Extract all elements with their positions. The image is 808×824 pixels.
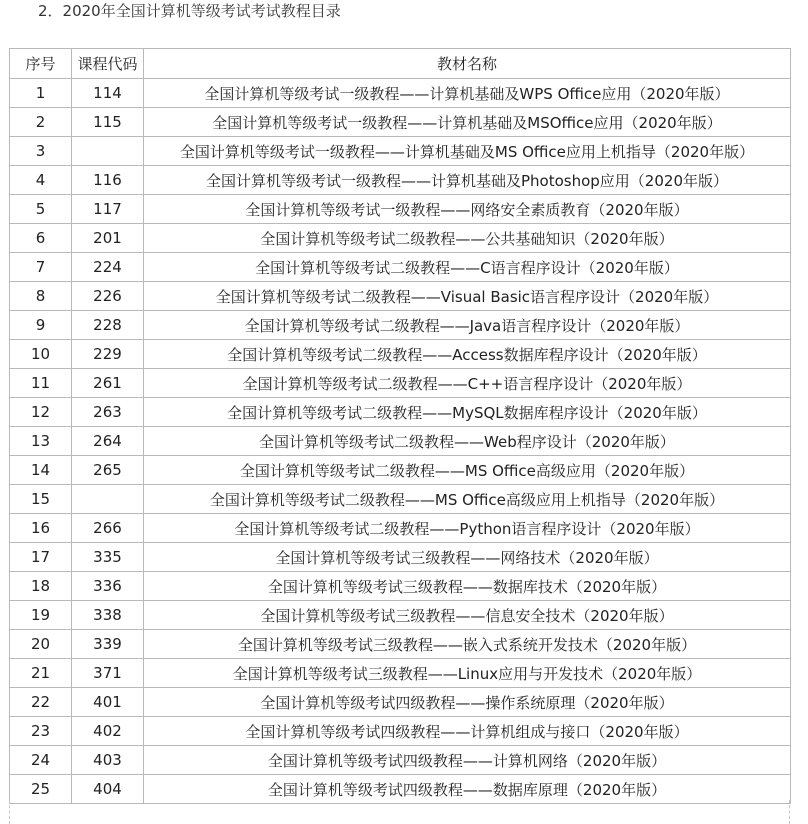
table-row xyxy=(10,311,791,340)
cell-textbook-name: 全国计算机等级考试一级教程——计算机基础及MSOffice应用（2020年版） xyxy=(144,108,791,137)
table-row xyxy=(10,166,791,195)
table-row xyxy=(10,485,791,514)
cell-seq: 4 xyxy=(10,166,72,195)
cell-textbook-name: 全国计算机等级考试四级教程——计算机网络（2020年版） xyxy=(144,746,791,775)
cell-textbook-name: 全国计算机等级考试二级教程——公共基础知识（2020年版） xyxy=(144,224,791,253)
table-row xyxy=(10,601,791,630)
cell-textbook-name: 全国计算机等级考试二级教程——MS Office高级应用（2020年版） xyxy=(144,456,791,485)
cell-textbook-name: 全国计算机等级考试三级教程——信息安全技术（2020年版） xyxy=(144,601,791,630)
cell-seq: 23 xyxy=(10,717,72,746)
table-row xyxy=(10,398,791,427)
table-row xyxy=(10,543,791,572)
cell-course-code: 117 xyxy=(72,195,144,224)
table-row xyxy=(10,137,791,166)
cell-course-code: 404 xyxy=(72,775,144,804)
table-row xyxy=(10,224,791,253)
cell-textbook-name: 全国计算机等级考试三级教程——嵌入式系统开发技术（2020年版） xyxy=(144,630,791,659)
cell-course-code: 402 xyxy=(72,717,144,746)
cell-seq: 12 xyxy=(10,398,72,427)
cell-course-code: 226 xyxy=(72,282,144,311)
table-row xyxy=(10,369,791,398)
cell-textbook-name: 全国计算机等级考试一级教程——计算机基础及MS Office应用上机指导（2020年版） xyxy=(144,137,791,166)
cell-course-code: 266 xyxy=(72,514,144,543)
cell-course-code: 229 xyxy=(72,340,144,369)
table-row xyxy=(10,514,791,543)
cell-course-code: 339 xyxy=(72,630,144,659)
cell-seq: 16 xyxy=(10,514,72,543)
cell-course-code: 228 xyxy=(72,311,144,340)
cell-course-code: 263 xyxy=(72,398,144,427)
cell-seq: 17 xyxy=(10,543,72,572)
table-row xyxy=(10,282,791,311)
cell-course-code xyxy=(72,485,144,514)
cell-textbook-name: 全国计算机等级考试二级教程——Java语言程序设计（2020年版） xyxy=(144,311,791,340)
table-row xyxy=(10,340,791,369)
cell-seq: 18 xyxy=(10,572,72,601)
cell-textbook-name: 全国计算机等级考试四级教程——操作系统原理（2020年版） xyxy=(144,688,791,717)
cell-seq: 15 xyxy=(10,485,72,514)
table-row xyxy=(10,456,791,485)
cell-course-code: 338 xyxy=(72,601,144,630)
table-row xyxy=(10,746,791,775)
cell-seq: 22 xyxy=(10,688,72,717)
cell-seq: 19 xyxy=(10,601,72,630)
section-heading: 2．2020年全国计算机等级考试考试教程目录 xyxy=(38,2,341,20)
cell-course-code: 224 xyxy=(72,253,144,282)
cell-seq: 3 xyxy=(10,137,72,166)
cell-seq: 8 xyxy=(10,282,72,311)
cell-textbook-name: 全国计算机等级考试二级教程——MS Office高级应用上机指导（2020年版） xyxy=(144,485,791,514)
cell-seq: 13 xyxy=(10,427,72,456)
cell-course-code: 115 xyxy=(72,108,144,137)
table-continuation-border xyxy=(9,800,790,824)
cell-textbook-name: 全国计算机等级考试二级教程——C++语言程序设计（2020年版） xyxy=(144,369,791,398)
cell-course-code: 265 xyxy=(72,456,144,485)
table-row xyxy=(10,572,791,601)
cell-course-code: 116 xyxy=(72,166,144,195)
cell-seq: 11 xyxy=(10,369,72,398)
cell-seq: 24 xyxy=(10,746,72,775)
cell-textbook-name: 全国计算机等级考试四级教程——计算机组成与接口（2020年版） xyxy=(144,717,791,746)
table-row xyxy=(10,79,791,108)
cell-textbook-name: 全国计算机等级考试二级教程——MySQL数据库程序设计（2020年版） xyxy=(144,398,791,427)
cell-textbook-name: 全国计算机等级考试一级教程——计算机基础及Photoshop应用（2020年版） xyxy=(144,166,791,195)
cell-textbook-name: 全国计算机等级考试四级教程——数据库原理（2020年版） xyxy=(144,775,791,804)
table-row xyxy=(10,659,791,688)
cell-course-code: 201 xyxy=(72,224,144,253)
cell-course-code: 336 xyxy=(72,572,144,601)
cell-textbook-name: 全国计算机等级考试三级教程——网络技术（2020年版） xyxy=(144,543,791,572)
cell-seq: 2 xyxy=(10,108,72,137)
cell-course-code: 401 xyxy=(72,688,144,717)
cell-seq: 7 xyxy=(10,253,72,282)
cell-course-code: 403 xyxy=(72,746,144,775)
cell-textbook-name: 全国计算机等级考试三级教程——数据库技术（2020年版） xyxy=(144,572,791,601)
table-row xyxy=(10,427,791,456)
cell-seq: 5 xyxy=(10,195,72,224)
table-row xyxy=(10,717,791,746)
table-header-row xyxy=(10,49,791,79)
header-textbook-name: 教材名称 xyxy=(144,49,791,79)
cell-seq: 6 xyxy=(10,224,72,253)
cell-seq: 9 xyxy=(10,311,72,340)
cell-textbook-name: 全国计算机等级考试一级教程——计算机基础及WPS Office应用（2020年版） xyxy=(144,79,791,108)
cell-textbook-name: 全国计算机等级考试二级教程——Web程序设计（2020年版） xyxy=(144,427,791,456)
cell-course-code xyxy=(72,137,144,166)
cell-textbook-name: 全国计算机等级考试二级教程——Access数据库程序设计（2020年版） xyxy=(144,340,791,369)
table-row xyxy=(10,253,791,282)
cell-course-code: 371 xyxy=(72,659,144,688)
cell-seq: 14 xyxy=(10,456,72,485)
table-row xyxy=(10,195,791,224)
header-seq: 序号 xyxy=(10,49,72,79)
cell-course-code: 264 xyxy=(72,427,144,456)
cell-textbook-name: 全国计算机等级考试二级教程——C语言程序设计（2020年版） xyxy=(144,253,791,282)
cell-textbook-name: 全国计算机等级考试二级教程——Python语言程序设计（2020年版） xyxy=(144,514,791,543)
cell-seq: 1 xyxy=(10,79,72,108)
cell-textbook-name: 全国计算机等级考试三级教程——Linux应用与开发技术（2020年版） xyxy=(144,659,791,688)
cell-seq: 21 xyxy=(10,659,72,688)
table-row xyxy=(10,108,791,137)
cell-course-code: 261 xyxy=(72,369,144,398)
table-row xyxy=(10,630,791,659)
header-course-code: 课程代码 xyxy=(72,49,144,79)
cell-textbook-name: 全国计算机等级考试一级教程——网络安全素质教育（2020年版） xyxy=(144,195,791,224)
cell-course-code: 335 xyxy=(72,543,144,572)
cell-textbook-name: 全国计算机等级考试二级教程——Visual Basic语言程序设计（2020年版） xyxy=(144,282,791,311)
cell-seq: 10 xyxy=(10,340,72,369)
cell-course-code: 114 xyxy=(72,79,144,108)
table-row xyxy=(10,688,791,717)
textbook-table xyxy=(9,48,791,804)
cell-seq: 20 xyxy=(10,630,72,659)
cell-seq: 25 xyxy=(10,775,72,804)
